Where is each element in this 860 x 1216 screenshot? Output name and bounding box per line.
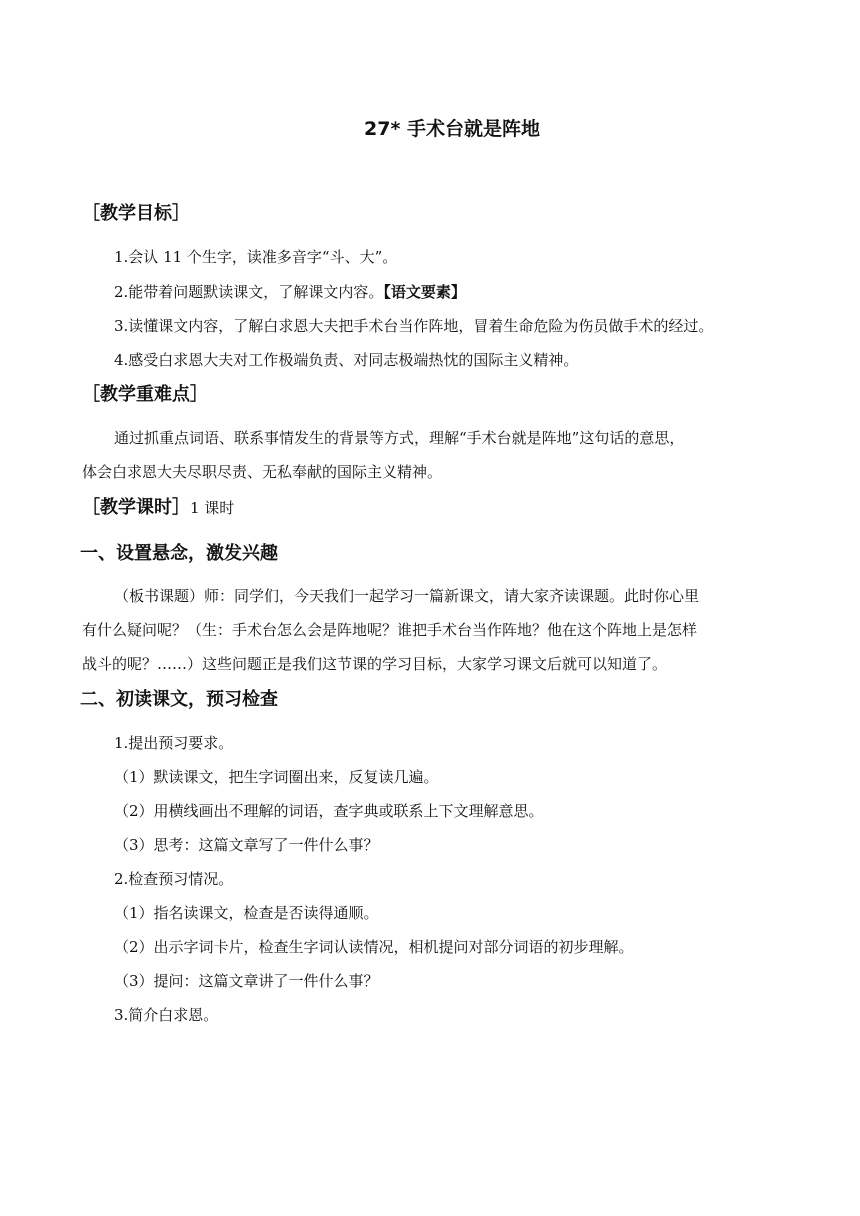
section2-line-3: （2）用横线画出不理解的词语，查字典或联系上下文理解意思。 [114, 802, 544, 820]
section2-line-2: （1）默读课文，把生字词圈出来，反复读几遍。 [114, 768, 439, 786]
goal-item-2-text: 2.能带着问题默读课文，了解课文内容。 [114, 283, 384, 301]
section2-line-8: （3）提问：这篇文章讲了一件什么事？ [114, 972, 379, 990]
section2-line-1: 1.提出预习要求。 [114, 734, 234, 752]
section2-line-7: （2）出示字词卡片，检查生字词认读情况，相机提问对部分词语的初步理解。 [114, 938, 634, 956]
hours-value: 1 课时 [190, 499, 235, 517]
section1-line-1: （板书课题）师：同学们，今天我们一起学习一篇新课文，请大家齐读课题。此时你心里 [114, 587, 700, 605]
hours-row [82, 498, 234, 519]
goal-item-1: 1.会认 11 个生字，读准多音字“斗、大”。 [114, 248, 398, 266]
goal-item-3: 3.读懂课文内容，了解白求恩大夫把手术台当作阵地，冒着生命危险为伤员做手术的经过。 [114, 317, 714, 335]
keypoints-line-2: 体会白求恩大夫尽职尽责、无私奉献的国际主义精神。 [82, 463, 443, 481]
keypoints-heading: ［教学重难点］ [82, 384, 208, 405]
goal-item-2-tag: 【语文要素】 [383, 283, 466, 301]
section1-line-3: 战斗的呢？……）这些问题正是我们这节课的学习目标，大家学习课文后就可以知道了。 [82, 655, 668, 673]
goals-heading: ［教学目标］ [82, 203, 190, 224]
hours-heading: ［教学课时］ [82, 497, 190, 518]
section2-line-5: 2.检查预习情况。 [114, 870, 234, 888]
section2-line-6: （1）指名读课文，检查是否读得通顺。 [114, 904, 379, 922]
section2-heading: 二、初读课文，预习检查 [80, 689, 278, 710]
section1-heading: 一、设置悬念，激发兴趣 [80, 543, 278, 564]
section2-line-9: 3.简介白求恩。 [114, 1006, 219, 1024]
keypoints-line-1: 通过抓重点词语、联系事情发生的背景等方式，理解“手术台就是阵地”这句话的意思， [114, 429, 685, 447]
lesson-title: 27* 手术台就是阵地 [364, 118, 540, 140]
section2-line-4: （3）思考：这篇文章写了一件什么事？ [114, 836, 379, 854]
section1-line-2: 有什么疑问呢？（生：手术台怎么会是阵地呢？谁把手术台当作阵地？他在这个阵地上是怎样 [82, 621, 698, 639]
goal-item-2 [114, 282, 466, 302]
goal-item-4: 4.感受白求恩大夫对工作极端负责、对同志极端热忱的国际主义精神。 [114, 351, 579, 369]
